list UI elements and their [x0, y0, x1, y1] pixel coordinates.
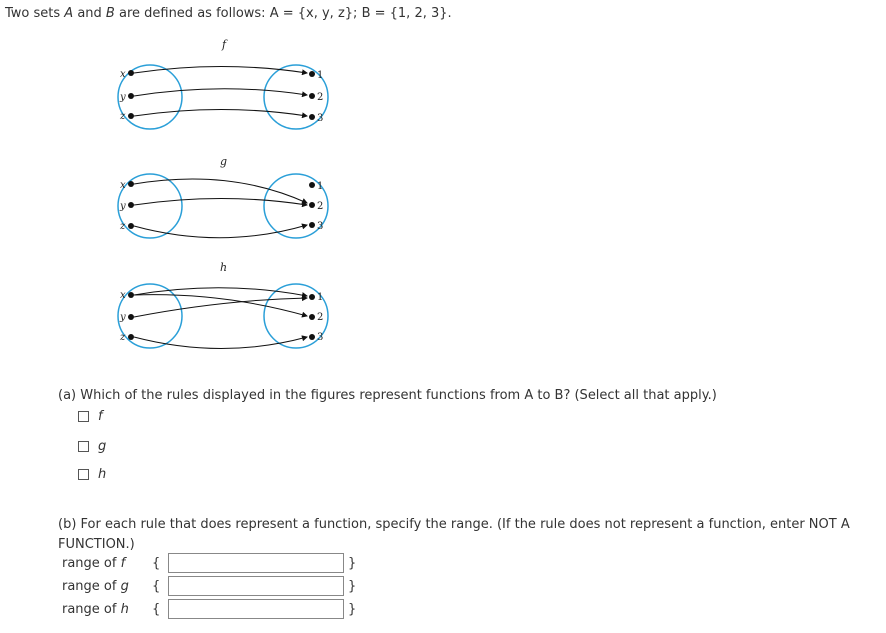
elem-z-g: z: [120, 221, 126, 232]
option-f-label: f: [98, 409, 103, 424]
elem-y-h: y: [120, 312, 126, 323]
dot-2-g: [309, 202, 315, 208]
dot-z-f: [128, 113, 134, 119]
option-g[interactable]: [78, 439, 106, 454]
arrow-z-to-3-f: [134, 110, 307, 117]
dot-3-f: [309, 114, 315, 120]
open-brace-f: {: [152, 555, 161, 571]
problem-suffix: are defined as follows:: [114, 6, 270, 21]
open-brace-h: {: [152, 601, 161, 617]
dot-1-h: [309, 294, 315, 300]
dot-2-h: [309, 314, 315, 320]
elem-2-f: 2: [317, 92, 324, 103]
range-f-label: range of f: [62, 555, 126, 571]
close-brace-f: }: [348, 555, 357, 571]
dot-z-g: [128, 223, 134, 229]
open-brace-g: {: [152, 578, 161, 594]
arrow-y-to-2-f: [134, 89, 307, 96]
elem-3-f: 3: [317, 113, 324, 124]
dot-z-h: [128, 334, 134, 340]
range-f-input[interactable]: [168, 553, 344, 573]
close-brace-h: }: [348, 601, 357, 617]
problem-prefix: Two sets: [5, 6, 65, 21]
elem-3-g: 3: [317, 221, 324, 232]
figure-h-label: h: [220, 261, 228, 274]
range-row-g: [62, 575, 356, 597]
set-b-definition: B = {1, 2, 3}.: [361, 6, 452, 21]
elem-1-f: 1: [317, 70, 324, 81]
dot-x-h: [128, 292, 134, 298]
dot-3-h: [309, 334, 315, 340]
figure-f: [118, 38, 328, 129]
domain-circle-f: [118, 65, 182, 129]
range-h-label: range of h: [62, 601, 129, 617]
checkbox-h[interactable]: [78, 469, 89, 480]
dot-y-f: [128, 93, 134, 99]
option-h[interactable]: [78, 467, 106, 482]
elem-3-h: 3: [317, 332, 324, 343]
dot-3-g: [309, 222, 315, 228]
dot-y-h: [128, 314, 134, 320]
dot-2-f: [309, 93, 315, 99]
elem-1-h: 1: [317, 292, 324, 303]
elem-2-g: 2: [317, 201, 324, 212]
domain-circle-h: [118, 284, 182, 348]
elem-y-g: y: [120, 201, 126, 212]
figure-g-label: g: [220, 155, 228, 168]
set-b-name: B: [105, 6, 115, 21]
arrow-y-to-1-h: [134, 298, 307, 317]
dot-1-g: [309, 182, 315, 188]
part-b-question: (b) For each rule that does represent a function, specify the range. (If the rule does not represent a function, enter NOT A FUNCTION.): [58, 517, 850, 552]
figure-h: [118, 261, 328, 349]
dot-x-f: [128, 70, 134, 76]
checkbox-f[interactable]: [78, 411, 89, 422]
elem-x-g: x: [120, 180, 126, 191]
range-g-input[interactable]: [168, 576, 344, 596]
domain-circle-g: [118, 174, 182, 238]
elem-2-h: 2: [317, 312, 324, 323]
dot-y-g: [128, 202, 134, 208]
dot-x-g: [128, 181, 134, 187]
option-g-label: g: [98, 439, 107, 454]
elem-x-f: x: [120, 69, 126, 80]
problem-and: and: [73, 6, 106, 21]
elem-1-g: 1: [317, 181, 324, 192]
close-brace-g: }: [348, 578, 357, 594]
option-h-label: h: [98, 467, 107, 482]
set-a-name: A: [64, 6, 74, 21]
figure-f-label: f: [222, 38, 227, 51]
elem-y-f: y: [120, 92, 126, 103]
range-h-input[interactable]: [168, 599, 344, 619]
arrow-y-to-2-g-alt: [134, 199, 307, 206]
range-row-f: [62, 552, 356, 574]
elem-x-h: x: [120, 290, 126, 301]
range-row-h: [62, 598, 356, 620]
part-a-question: (a) Which of the rules displayed in the figures represent functions from A to B? (Select all that apply.): [58, 388, 717, 403]
range-g-label: range of g: [62, 578, 129, 594]
elem-z-f: z: [120, 111, 126, 122]
dot-1-f: [309, 71, 315, 77]
checkbox-g[interactable]: [78, 441, 89, 452]
set-a-definition: A = {x, y, z};: [269, 6, 362, 21]
figure-g: [118, 155, 328, 238]
elem-z-h: z: [120, 332, 126, 343]
arrow-x-to-1-f: [134, 67, 307, 74]
option-f[interactable]: [78, 409, 103, 424]
arrow-x-to-2-g: [134, 179, 307, 203]
